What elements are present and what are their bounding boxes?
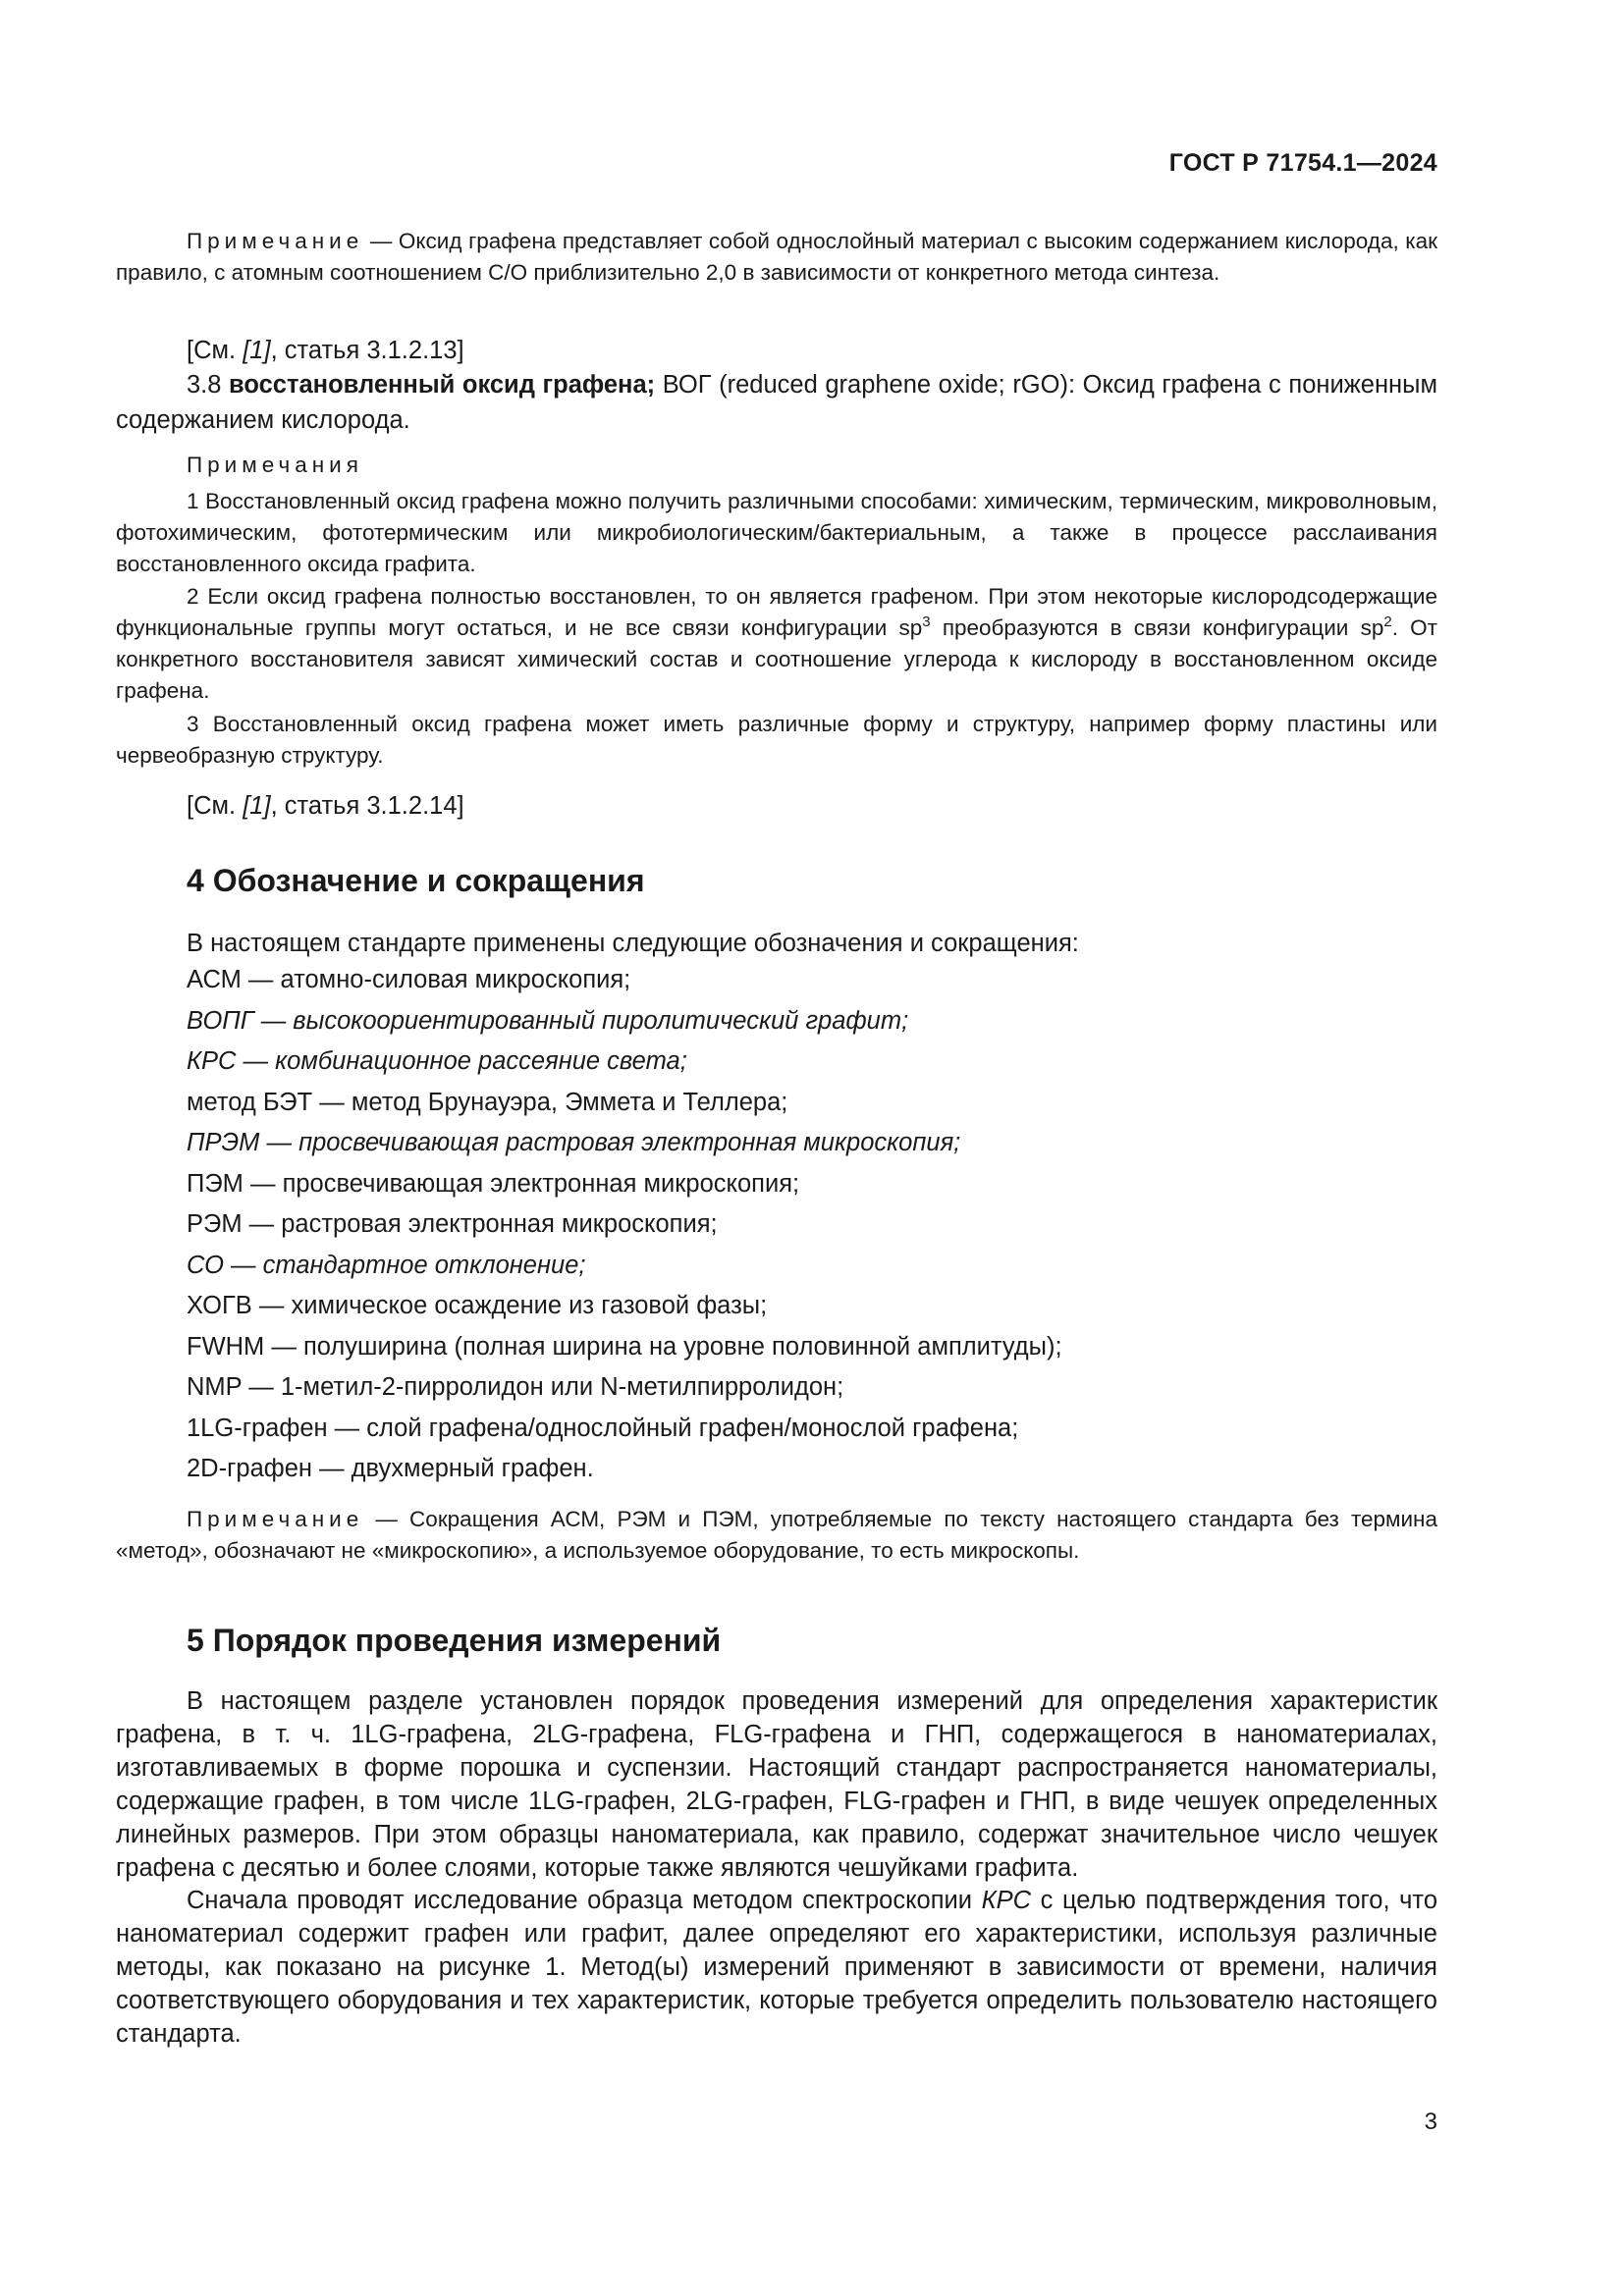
abbreviation-item: 2D-графен — двухмерный графен. (187, 1455, 594, 1482)
paragraph-part-a: Сначала проводят исследование образца методом спектроскопии (187, 1887, 982, 1914)
abbreviation-item: АСМ — атомно-силовая микроскопия; (187, 966, 631, 993)
term-3-8 (116, 367, 1437, 438)
notes-label: Примечания (187, 453, 363, 477)
abbreviation-item: 1LG-графен — слой графена/однослойный графен/монослой графена; (187, 1414, 1019, 1442)
ref-link: [1] (243, 792, 271, 820)
abbreviation-item: РЭМ — растровая электронная микроскопия; (187, 1210, 718, 1238)
document-header-id: ГОСТ Р 71754.1—2024 (1168, 149, 1437, 177)
abbreviation-item: ХОГВ — химическое осаждение из газовой фазы; (187, 1292, 768, 1319)
section-5-title: 5 Порядок проведения измерений (187, 1623, 722, 1658)
note-rgo-1: 1 Восстановленный оксид графена можно получить различными способами: химическим, термическим, микроволновым, фотохимическим, фототермическим или микробиологическим/бактериальным, а также в процессе расслаивания восстановленного оксида графита. (116, 489, 1437, 576)
abbreviation-item: ВОПГ — высокоориентированный пиролитический графит; (187, 1006, 909, 1035)
ref-suffix: , статья 3.1.2.13] (270, 337, 464, 364)
note-text: — Сокращения АСМ, РЭМ и ПЭМ, употребляемые по тексту настоящего стандарта без термина «метод», обозначают не «микроскопию», а используемое оборудование, то есть микроскопы. (116, 1507, 1437, 1563)
ref-prefix: [См. (187, 792, 244, 820)
note-label: Примечание (187, 1507, 364, 1531)
superscript-2: 2 (1383, 614, 1392, 630)
section-5-paragraph-2 (116, 1884, 1437, 2051)
abbreviation-list (116, 960, 1437, 1490)
ref-prefix: [См. (187, 337, 244, 364)
note-graphene-oxide (116, 226, 1437, 289)
reference-2 (116, 788, 1508, 824)
note-label: Примечание (187, 229, 364, 253)
paragraph-abbr-krs: КРС (981, 1887, 1032, 1914)
abbreviation-item: ПЭМ — просвечивающая электронная микроскопия; (187, 1169, 800, 1198)
note-text: — Оксид графена представляет собой однослойный материал с высоким содержанием кислорода, как правило, с атомным соотношением С/О приблизительно 2,0 в зависимости от конкретного метода синтеза. (116, 229, 1437, 285)
section-4-intro: В настоящем стандарте применены следующие обозначения и сокращения: (187, 930, 1079, 957)
term-name: восстановленный оксид графена; (229, 371, 656, 399)
note-rgo-2-part-b: преобразуются в связи конфигурации sp (930, 615, 1384, 640)
note-rgo-2 (116, 581, 1437, 707)
reference-1 (116, 333, 1508, 368)
term-definition: ВОГ (reduced graphene oxide; rGO): Оксид графена с пониженным содержанием кислорода. (116, 371, 1437, 434)
abbreviation-item: ПРЭМ — просвечивающая растровая электронная микроскопия; (187, 1129, 961, 1156)
section-4-title: 4 Обозначение и сокращения (187, 863, 645, 898)
notes-heading (116, 450, 1508, 481)
abbreviation-item: метод БЭТ — метод Брунауэра, Эммета и Теллера; (187, 1088, 788, 1116)
abbreviation-item: КРС — комбинационное рассеяние света; (187, 1047, 687, 1075)
superscript-3: 3 (922, 614, 931, 630)
term-number: 3.8 (187, 371, 230, 399)
page-number: 3 (1424, 2109, 1437, 2135)
section-4-heading (116, 861, 1508, 900)
ref-link: [1] (243, 337, 271, 364)
abbreviation-item: СО — стандартное отклонение; (187, 1251, 586, 1279)
section-5-paragraph-1: В настоящем разделе установлен порядок проведения измерений для определения характеристик графена, в т. ч. 1LG-графена, 2LG-графена, FLG-графена и ГНП, содержащегося в наноматериалах, изготавливаемых в форме порошка и суспензии. Настоящий стандарт распространяется наноматериалы, содержащие графен, в том числе 1LG-графен, 2LG-графен, FLG-графен и ГНП, в виде чешуек определенных линейных размеров. При этом образцы наноматериала, как правило, содержат значительное число чешуек графена с десятью и более слоями, которые также являются чешуйками графита. (116, 1687, 1437, 1882)
section-5-heading (116, 1621, 1508, 1660)
document-page (116, 0, 1437, 2296)
section-4-note (116, 1504, 1437, 1567)
ref-suffix: , статья 3.1.2.14] (270, 792, 464, 820)
abbreviation-item: NMP — 1-метил-2-пирролидон или N-метилпирролидон; (187, 1373, 844, 1401)
note-rgo-3: 3 Восстановленный оксид графена может иметь различные форму и структуру, например форму пластины или червеобразную структуру. (116, 712, 1437, 768)
abbreviation-item: FWHM — полуширина (полная ширина на уровне половинной амплитуды); (187, 1332, 1062, 1361)
note-rgo-2-part-c: . От конкретного восстановителя зависят химический состав и соотношение углерода к кислороду в восстановленном оксиде графена. (116, 615, 1437, 703)
paragraph-part-b: с целью подтверждения того, что наноматериал содержит графен или графит, далее определяют его характеристики, используя различные методы, как показано на рисунке 1. Метод(ы) измерений применяют в зависимости от времени, наличия соответствующего оборудования и тех характеристик, которые требуется определить пользователю настоящего стандарта. (116, 1887, 1438, 2048)
note-rgo-2-part-a: 2 Если оксид графена полностью восстановлен, то он является графеном. При этом некоторые кислородсодержащие функциональные группы могут остаться, и не все связи конфигурации sp (116, 584, 1437, 640)
